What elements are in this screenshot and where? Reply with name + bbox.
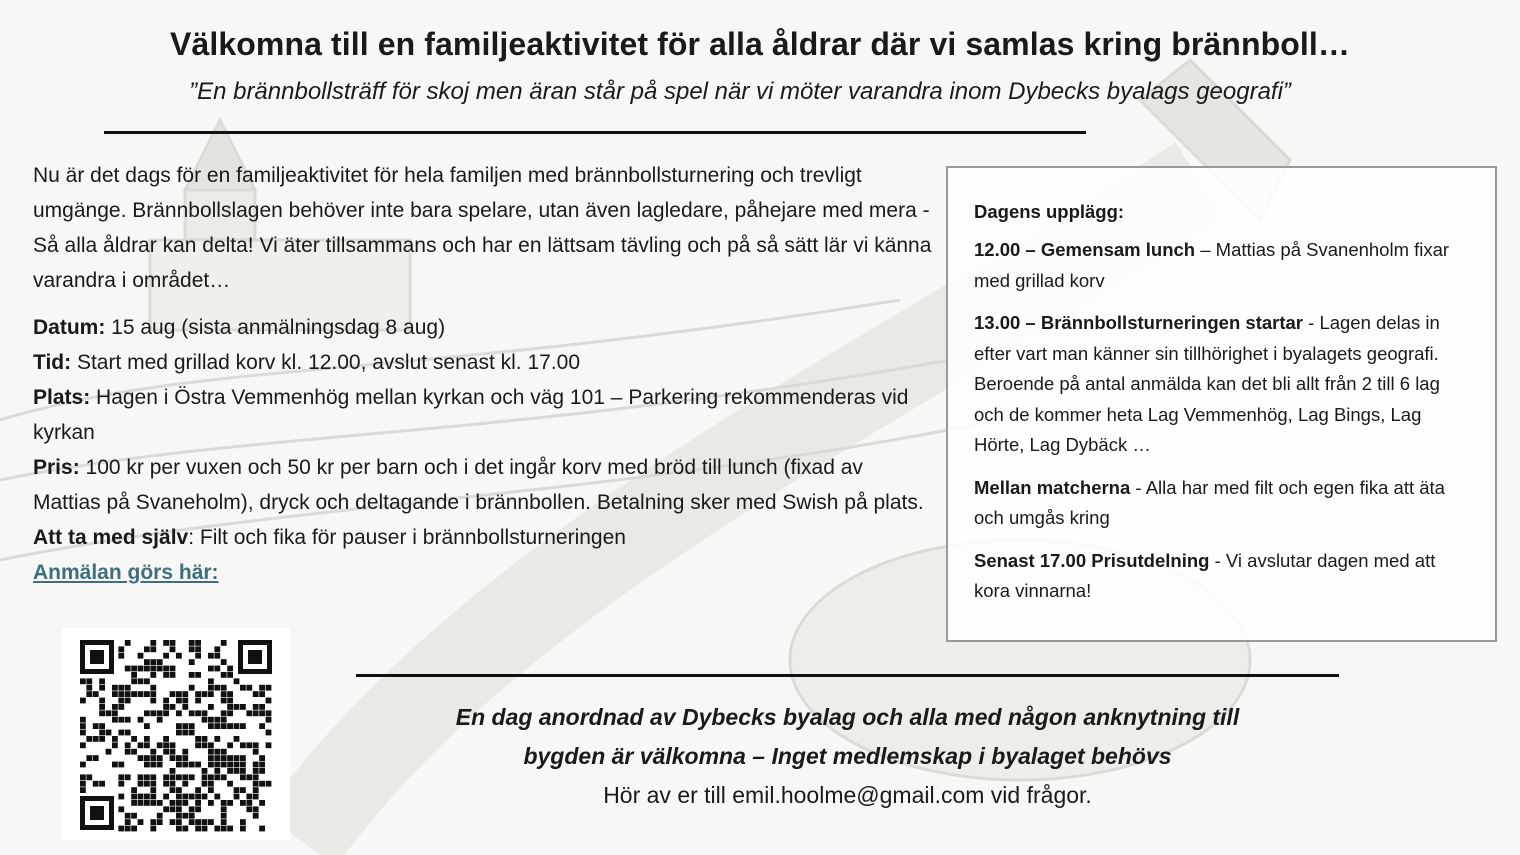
- qr-code-graphic: [62, 628, 290, 840]
- place-value: Hagen i Östra Vemmenhög mellan kyrkan och väg 101 – Parkering rekommenderas vid kyrkan: [33, 386, 909, 444]
- schedule-item-title: 13.00 – Brännbollsturneringen startar: [974, 312, 1303, 333]
- place-label: Plats:: [33, 386, 91, 409]
- qr-code-icon[interactable]: [62, 628, 290, 840]
- footer-line-2: bygden är välkomna – Inget medlemskap i byalaget behövs: [523, 743, 1172, 769]
- event-details: [33, 310, 933, 590]
- time-value: Start med grillad korv kl. 12.00, avslut senast kl. 17.00: [71, 351, 581, 374]
- bring-label: Att ta med själv: [33, 526, 189, 549]
- page-subtitle: ”En brännbollsträff för skoj men äran står på spel när vi möter varandra inom Dybecks byalags geografi”: [189, 78, 1291, 105]
- page-title: Välkomna till en familjeaktivitet för alla åldrar där vi samlas kring brännboll…: [170, 26, 1350, 62]
- bring-line: [33, 520, 933, 555]
- schedule-item-text: – Mattias på Svanenholm fixar med grillad korv: [974, 239, 1450, 291]
- schedule-item-text: - Lagen delas in efter vart man känner sin tillhörighet i byalagets geografi. Beroende på antal anmälda kan det bli allt från 2 till 6 lag och de kommer heta Lag Vemmenhög, Lag Bings, Lag Hörte, Lag Dybäck …: [974, 312, 1440, 455]
- time-label: Tid:: [33, 351, 72, 374]
- footer: [356, 698, 1339, 815]
- schedule-item: [974, 546, 1471, 607]
- place-line: [33, 380, 933, 450]
- schedule-item: [974, 308, 1471, 461]
- top-divider: [104, 131, 1086, 134]
- time-line: [33, 345, 933, 380]
- schedule-item-title: Senast 17.00 Prisutdelning: [974, 549, 1210, 571]
- price-value: 100 kr per vuxen och 50 kr per barn och i det ingår korv med bröd till lunch (fixad av Mattias på Svaneholm), dryck och deltagande i brännbollen. Betalning sker med Swish på plats.: [33, 456, 924, 514]
- footer-contact: Hör av er till emil.hoolme@gmail.com vid frågor.: [603, 782, 1092, 808]
- date-label: Datum:: [33, 316, 106, 339]
- schedule-item: [974, 473, 1471, 534]
- schedule-item: [974, 235, 1471, 296]
- signup-link[interactable]: Anmälan görs här:: [33, 561, 219, 584]
- schedule-item-title: 12.00 – Gemensam lunch: [974, 239, 1196, 260]
- price-line: [33, 450, 933, 520]
- intro-paragraph: Nu är det dags för en familjeaktivitet för hela familjen med brännbollsturnering och trevligt umgänge. Brännbollslagen behöver inte bara spelare, utan även lagledare, påhejare med mera - Så alla åldrar kan delta! Vi äter tillsammans och har en lättsam tävling och på så sätt lär vi känna varandra i området…: [33, 164, 932, 292]
- bottom-divider: [356, 674, 1339, 677]
- bring-value: : Filt och fika för pauser i brännbollsturneringen: [188, 526, 626, 549]
- schedule-item-title: Mellan matcherna: [974, 476, 1131, 498]
- schedule-item-text: - Vi avslutar dagen med att kora vinnarna!: [974, 549, 1436, 601]
- date-value: 15 aug (sista anmälningsdag 8 aug): [105, 316, 446, 339]
- footer-line-1: En dag anordnad av Dybecks byalag och alla med någon anknytning till: [455, 704, 1240, 730]
- schedule-heading: Dagens upplägg:: [974, 201, 1125, 222]
- price-label: Pris:: [33, 456, 80, 479]
- schedule-item-text: - Alla har med filt och egen fika att äta och umgås kring: [974, 476, 1445, 528]
- date-line: [33, 310, 933, 345]
- schedule-box: [946, 166, 1497, 642]
